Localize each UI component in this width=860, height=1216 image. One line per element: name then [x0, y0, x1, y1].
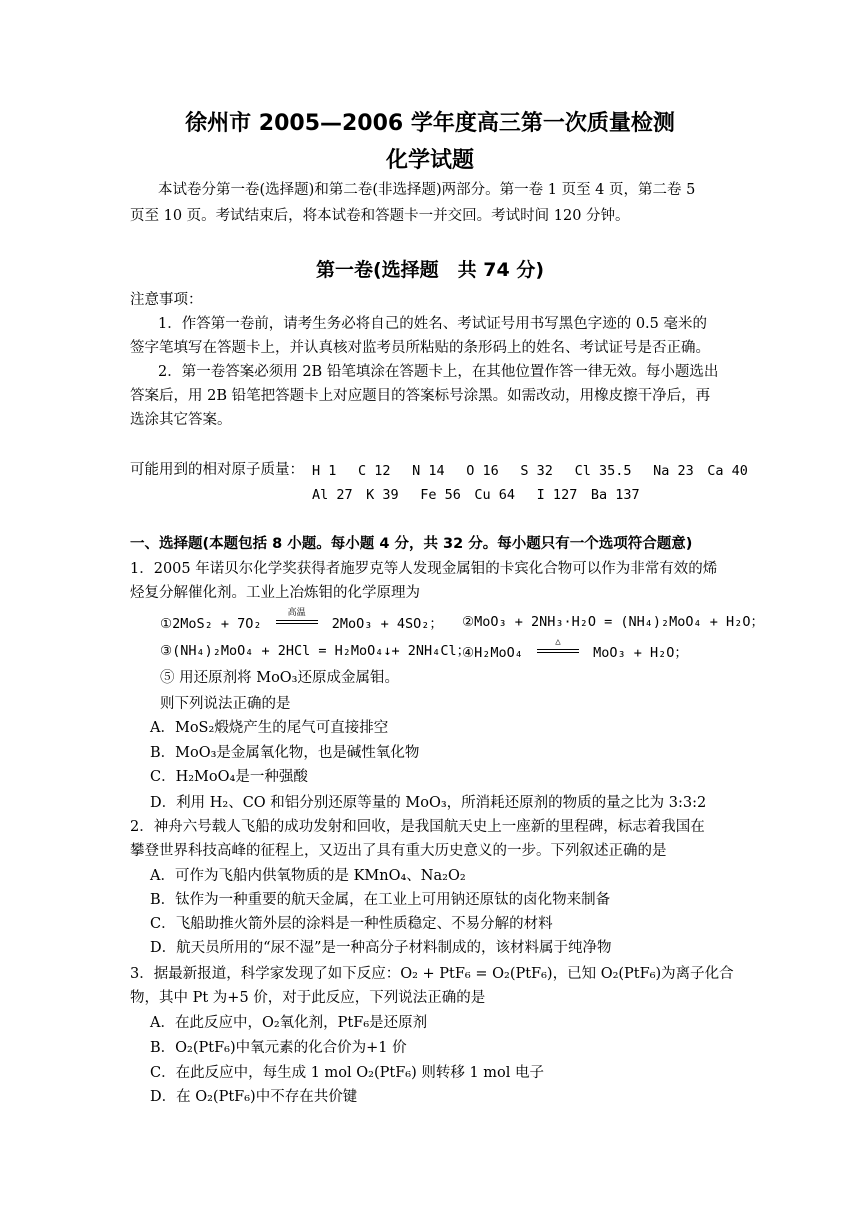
q2-option-b: B．钛作为一种重要的航天金属，在工业上可用钠还原钛的卤化物来制备	[150, 892, 611, 908]
note-2-line-3: 选涂其它答案。	[130, 412, 232, 428]
q1-equation-5: ⑤ 用还原剂将 MoO₃还原成金属钼。	[160, 670, 399, 686]
q3-option-c: C．在此反应中，每生成 1 mol O₂(PtF₆) 则转移 1 mol 电子	[150, 1065, 545, 1081]
q1-stem-line-1: 1．2005 年诺贝尔化学奖获得者施罗克等人发现金属钼的卡宾化合物可以作为非常有效的烯	[130, 561, 718, 577]
q3-stem-line-2: 物，其中 Pt 为+5 价，对于此反应，下列说法正确的是	[130, 990, 486, 1006]
q1-option-b: B．MoO₃是金属氧化物，也是碱性氧化物	[150, 745, 420, 761]
q2-option-d: D．航天员所用的“尿不湿”是一种高分子材料制成的，该材料属于纯净物	[150, 940, 612, 956]
note-2-line-1: 2．第一卷答案必须用 2B 铅笔填涂在答题卡上，在其他位置作答一律无效。每小题选出	[158, 364, 719, 380]
exam-title: 徐州市 2005—2006 学年度高三第一次质量检测	[185, 111, 675, 136]
notes-label: 注意事项：	[130, 292, 203, 308]
q2-stem-line-2: 攀登世界科技高峰的征程上，又迈出了具有重大历史意义的一步。下列叙述正确的是	[130, 843, 667, 859]
intro-line-2: 页至 10 页。考试结束后，将本试卷和答题卡一并交回。考试时间 120 分钟。	[130, 208, 630, 224]
heat-equals-sign	[535, 637, 581, 659]
q1-stem-line-2: 烃复分解催化剂。工业上冶炼钼的化学原理为	[130, 585, 420, 601]
eq1-condition: 高温	[287, 608, 306, 618]
q1-option-a: A．MoS₂煅烧产生的尾气可直接排空	[150, 720, 389, 736]
eq4-left: ④H₂MoO₄	[462, 645, 523, 661]
section-1-heading: 一、选择题(本题包括 8 小题。每小题 4 分，共 32 分。每小题只有一个选项符合题意)	[130, 536, 693, 552]
q3-option-d: D．在 O₂(PtF₆)中不存在共价键	[150, 1089, 358, 1105]
exam-subtitle: 化学试题	[385, 148, 474, 173]
eq1-right: 2MoO₃ + 4SO₂；	[331, 616, 443, 632]
high-temp-equals-sign	[274, 608, 320, 630]
q1-equation-3: ③(NH₄)₂MoO₄ + 2HCl = H₂MoO₄↓+ 2NH₄Cl；	[160, 643, 471, 659]
atomic-mass-label: 可能用到的相对原子质量：	[130, 462, 304, 478]
note-1-line-2: 签字笔填写在答题卡上，并认真核对监考员所粘贴的条形码上的姓名、考试证号是否正确。	[130, 340, 710, 356]
atomic-mass-line-2: Al 27 K 39 Fe 56 Cu 64 I 127 Ba 137	[312, 487, 640, 503]
q2-stem-line-1: 2．神舟六号载人飞船的成功发射和回收，是我国航天史上一座新的里程碑，标志着我国在	[130, 819, 705, 835]
q1-equation-2: ②MoO₃ + 2NH₃·H₂O = (NH₄)₂MoO₄ + H₂O；	[462, 614, 764, 630]
q3-option-b: B．O₂(PtF₆)中氧元素的化合价为+1 价	[150, 1040, 407, 1056]
q1-question: 则下列说法正确的是	[160, 696, 291, 712]
q3-stem-line-1: 3．据最新报道，科学家发现了如下反应：O₂ + PtF₆ = O₂(PtF₆)，已知 O₂(PtF₆)为离子化合	[130, 966, 734, 982]
q2-option-c: C．飞船助推火箭外层的涂料是一种性质稳定、不易分解的材料	[150, 916, 553, 932]
atomic-mass-line-1: H 1 C 12 N 14 O 16 S 32 Cl 35.5 Na 23 Ca 40	[312, 463, 748, 479]
eq4-right: MoO₃ + H₂O；	[593, 645, 688, 661]
q1-option-c: C．H₂MoO₄是一种强酸	[150, 769, 308, 785]
q1-equation-4	[462, 637, 688, 663]
note-2-line-2: 答案后，用 2B 铅笔把答题卡上对应题目的答案标号涂黑。如需改动，用橡皮擦干净后，再	[130, 388, 711, 404]
note-1-line-1: 1．作答第一卷前，请考生务必将自己的姓名、考试证号用书写黑色字迹的 0.5 毫米的	[158, 316, 708, 332]
q1-equation-1	[160, 608, 443, 634]
q2-option-a: A．可作为飞船内供氧物质的是 KMnO₄、Na₂O₂	[150, 868, 466, 884]
intro-line-1: 本试卷分第一卷(选择题)和第二卷(非选择题)两部分。第一卷 1 页至 4 页，第二卷 5	[158, 182, 696, 198]
q3-option-a: A．在此反应中，O₂氧化剂，PtF₆是还原剂	[150, 1015, 428, 1031]
q1-option-d: D．利用 H₂、CO 和铝分别还原等量的 MoO₃，所消耗还原剂的物质的量之比为 3:3:2	[150, 795, 707, 811]
eq1-left: ①2MoS₂ + 7O₂	[160, 616, 262, 632]
part1-heading: 第一卷(选择题 共 74 分)	[315, 259, 545, 281]
eq4-condition: △	[555, 637, 561, 647]
